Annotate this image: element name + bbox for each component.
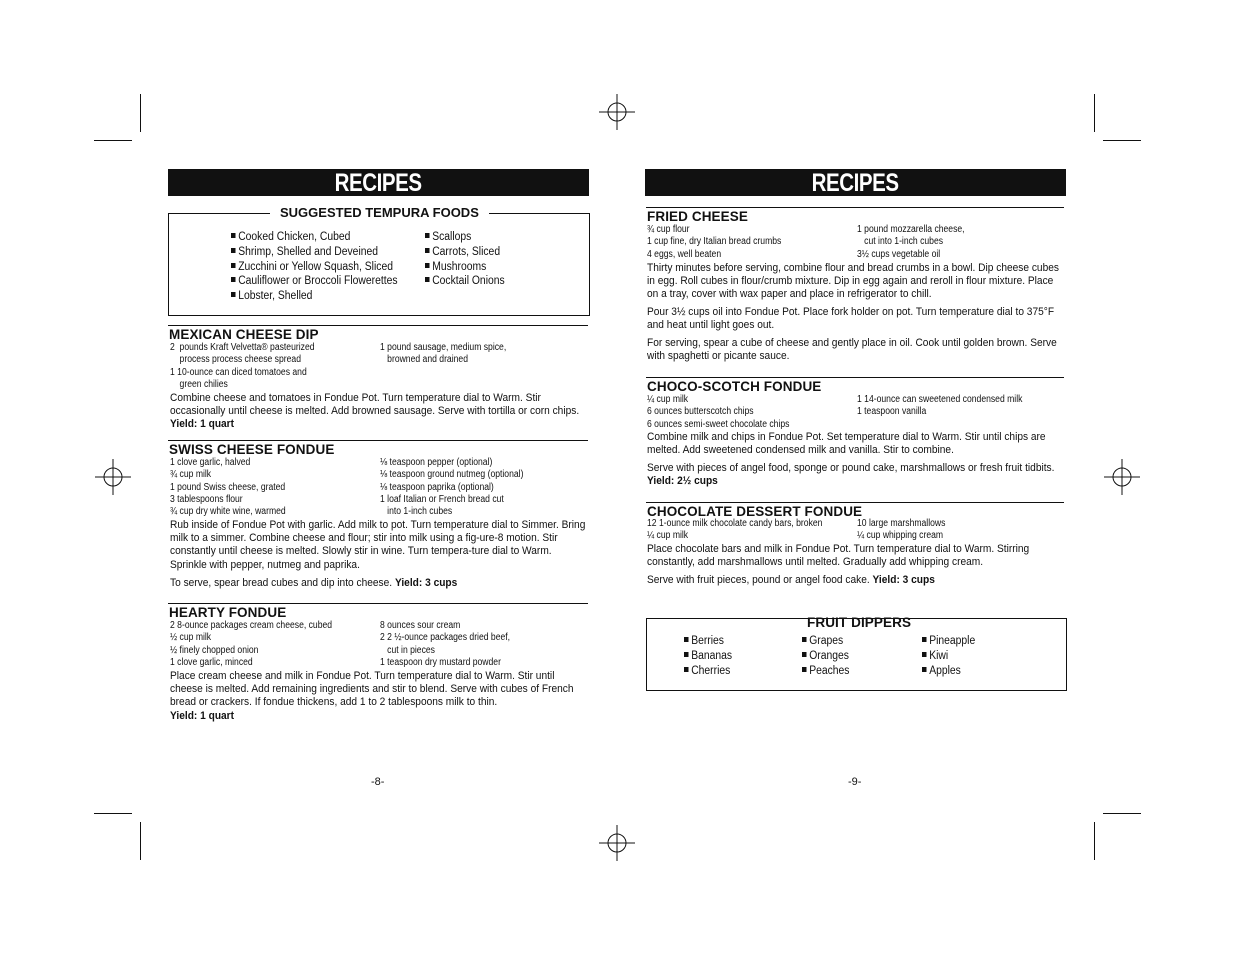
crop-mark	[1103, 140, 1141, 141]
crop-mark	[140, 822, 141, 860]
recipe-serving: To serve, spear bread cubes and dip into cheese. Yield: 3 cups	[170, 577, 458, 589]
section-rule	[168, 603, 588, 604]
list-item: Cherries	[684, 664, 730, 679]
recipe-title: SWISS CHEESE FONDUE	[169, 442, 335, 457]
registration-mark	[95, 459, 131, 495]
recipe-title: HEARTY FONDUE	[169, 605, 287, 620]
recipe-instructions: Combine cheese and tomatoes in Fondue Pot. Turn temperature dial to Warm. Stir occasionally until cheese is melted. Add browned sausage. Serve with tortilla or corn chips. Yield: 1 quart	[170, 392, 580, 431]
crop-mark	[94, 813, 132, 814]
list-item: Grapes	[802, 634, 843, 649]
ingredients-right: 1 14-ounce can sweetened condensed milk 1 teaspoon vanilla	[857, 394, 1023, 418]
ingredients-left: ¾ cup flour 1 cup fine, dry Italian bread crumbs 4 eggs, well beaten	[647, 224, 782, 260]
list-item: Peaches	[802, 664, 849, 679]
section-rule	[646, 502, 1064, 503]
list-item: Oranges	[802, 649, 849, 664]
list-item: Bananas	[684, 649, 732, 664]
ingredients-left: 2 8-ounce packages cream cheese, cubed ½ cup milk ½ finely chopped onion 1 clove garlic, minced	[170, 620, 333, 668]
registration-mark	[599, 825, 635, 861]
recipe-serving: Serve with fruit pieces, pound or angel food cake. Yield: 3 cups	[647, 574, 935, 586]
ingredients-right: 8 ounces sour cream 2 2 ½-ounce packages dried beef, cut in pieces 1 teaspoon dry mustard powder	[380, 620, 511, 668]
ingredients-left: 12 1-ounce milk chocolate candy bars, broken ¼ cup milk	[647, 518, 823, 542]
list-item: Apples	[922, 664, 961, 679]
crop-mark	[1103, 813, 1141, 814]
recipes-banner: RECIPES	[645, 169, 1066, 196]
list-item: Kiwi	[922, 649, 948, 664]
ingredients-left: 1 clove garlic, halved ¾ cup milk 1 pound Swiss cheese, grated 3 tablespoons flour ¾ cup dry white wine, warmed	[170, 457, 286, 518]
crop-mark	[1094, 94, 1095, 132]
ingredients-right: ⅛ teaspoon pepper (optional) ⅛ teaspoon ground nutmeg (optional) ⅛ teaspoon paprika (optional) 1 loaf Italian or French bread cut into 1-inch cubes	[380, 457, 524, 518]
list-item: Cocktail Onions	[425, 274, 505, 289]
list-item: Carrots, Sliced	[425, 245, 500, 260]
list-item: Cooked Chicken, Cubed	[231, 230, 350, 245]
ingredients-right: 10 large marshmallows ¼ cup whipping cream	[857, 518, 946, 542]
tempura-title: SUGGESTED TEMPURA FOODS	[270, 205, 489, 220]
list-item: Scallops	[425, 230, 471, 245]
recipe-instructions: Thirty minutes before serving, combine flour and bread crumbs in a bowl. Dip cheese cubes in egg. Roll cubes in flour/crumb mixture. Dip in egg again and reroll in flour mixture. Place on a tray, cover with wax paper and place in refrigerator to chill.	[647, 262, 1059, 301]
registration-mark	[1104, 459, 1140, 495]
recipe-title: MEXICAN CHEESE DIP	[169, 327, 319, 342]
list-item: Berries	[684, 634, 724, 649]
section-rule	[646, 207, 1064, 208]
list-item: Zucchini or Yellow Squash, Sliced	[231, 260, 393, 275]
recipe-title: CHOCO-SCOTCH FONDUE	[647, 379, 822, 394]
ingredients-left: 2 pounds Kraft Velvetta® pasteurized process process cheese spread 1 10-ounce can diced tomatoes and green chilies	[170, 342, 315, 390]
crop-mark	[94, 140, 132, 141]
recipe-instructions: Combine milk and chips in Fondue Pot. Set temperature dial to Warm. Stir until chips are melted. Add sweetened condensed milk and vanilla. Stir to combine.	[647, 431, 1046, 457]
recipe-serving: For serving, spear a cube of cheese and gently place in oil. Cook until golden brown. Serve with spaghetti or picante sauce.	[647, 337, 1057, 363]
recipe-title: CHOCOLATE DESSERT FONDUE	[647, 504, 863, 519]
ingredients-left: ¼ cup milk 6 ounces butterscotch chips 6 ounces semi-sweet chocolate chips	[647, 394, 790, 430]
registration-mark	[599, 94, 635, 130]
list-item: Lobster, Shelled	[231, 289, 312, 304]
recipe-instructions: Place chocolate bars and milk in Fondue Pot. Turn temperature dial to Warm. Stirring constantly, add marshmallows until melted. Gradually add whipping cream.	[647, 543, 1030, 569]
ingredients-right: 1 pound sausage, medium spice, browned and drained	[380, 342, 507, 366]
section-rule	[646, 377, 1064, 378]
crop-mark	[140, 94, 141, 132]
recipe-instructions: Rub inside of Fondue Pot with garlic. Add milk to pot. Turn temperature dial to Simmer. Bring milk to a simmer. Combine cheese and flour; stir into milk using a fig-ure-8 motion. Stir constantly until cheese is melted. Slowly stir in wine. Turn tempera-ture dial to Warm. Sprinkle with pepper, nutmeg and paprika.	[170, 519, 586, 571]
list-item: Pineapple	[922, 634, 975, 649]
page-number: -9-	[848, 776, 862, 788]
fruit-dippers-title: FRUIT DIPPERS	[807, 615, 912, 630]
recipe-title: FRIED CHEESE	[647, 209, 748, 224]
section-rule	[168, 325, 588, 326]
list-item: Shrimp, Shelled and Deveined	[231, 245, 378, 260]
recipe-instructions: Place cream cheese and milk in Fondue Pot. Turn temperature dial to Warm. Stir until cheese is melted. Add remaining ingredients and stir to blend. Serve with cubes of French bread or crackers. If fondue thickens, add 1 to 2 tablespoons milk to thin. Yield: 1 quart	[170, 670, 574, 722]
recipe-serving: Serve with pieces of angel food, sponge or pound cake, marshmallows or fresh fruit tidbits. Yield: 2½ cups	[647, 462, 1055, 488]
crop-mark	[1094, 822, 1095, 860]
recipe-instructions: Pour 3½ cups oil into Fondue Pot. Place fork holder on pot. Turn temperature dial to 375°F and heat until light goes out.	[647, 306, 1055, 332]
page-number: -8-	[371, 776, 385, 788]
recipes-banner: RECIPES	[168, 169, 589, 196]
section-rule	[168, 440, 588, 441]
ingredients-right: 1 pound mozzarella cheese, cut into 1-inch cubes 3½ cups vegetable oil	[857, 224, 965, 260]
list-item: Mushrooms	[425, 260, 486, 275]
list-item: Cauliflower or Broccoli Flowerettes	[231, 274, 398, 289]
